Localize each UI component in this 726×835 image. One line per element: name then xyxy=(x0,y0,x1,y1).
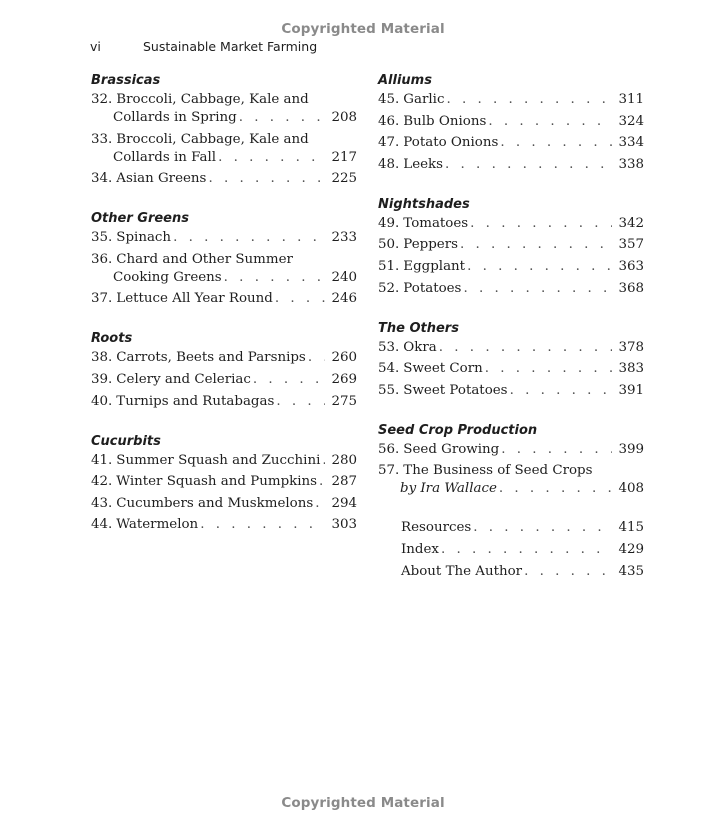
chapter-title: Asian Greens xyxy=(116,171,207,187)
chapter-number: 33. xyxy=(91,131,113,147)
dot-leader xyxy=(315,495,325,513)
back-matter xyxy=(378,519,644,580)
toc-entry-multiline xyxy=(91,251,357,287)
chapter-number: 45. xyxy=(378,92,400,107)
chapter-number: 36. xyxy=(91,251,113,267)
page-number: 246 xyxy=(331,291,357,307)
toc-entry xyxy=(91,349,357,367)
dot-leader xyxy=(208,170,325,188)
page-number: 435 xyxy=(618,563,644,579)
chapter-title: The Business of Seed Crops xyxy=(403,463,593,479)
toc-section xyxy=(91,329,357,410)
chapter-number: 38. xyxy=(91,350,113,366)
dot-leader xyxy=(322,452,325,470)
toc-section xyxy=(91,71,357,188)
chapter-number: 47. xyxy=(378,135,400,151)
chapter-number: 56. xyxy=(378,441,400,457)
dot-leader xyxy=(499,480,613,498)
chapter-number: 53. xyxy=(378,339,400,355)
dot-leader xyxy=(253,371,326,389)
toc-entry xyxy=(378,563,644,581)
toc-entry xyxy=(378,480,644,498)
page-number: 399 xyxy=(618,441,644,457)
chapter-number: 42. xyxy=(91,474,113,490)
toc-entry xyxy=(91,371,357,389)
chapter-title: Collards in Fall xyxy=(113,149,217,165)
chapter-title: Lettuce All Year Round xyxy=(116,291,273,307)
chapter-title: Spinach xyxy=(116,230,172,246)
chapter-number: 43. xyxy=(91,495,113,511)
chapter-number: 39. xyxy=(91,371,113,387)
toc-entry xyxy=(91,269,357,287)
chapter-number: 35. xyxy=(91,230,113,246)
toc-entry-multiline xyxy=(91,131,357,167)
dot-leader xyxy=(500,134,612,152)
chapter-title: Potato Onions xyxy=(403,135,499,151)
chapter-title: Cucumbers and Muskmelons xyxy=(116,495,314,511)
toc-entry xyxy=(378,541,644,559)
copyright-watermark-bottom: Copyrighted Material xyxy=(281,795,445,811)
section-heading: Nightshades xyxy=(378,196,470,212)
toc-entry xyxy=(378,156,644,174)
dot-leader xyxy=(488,113,612,131)
chapter-title: Celery and Celeriac xyxy=(116,371,251,387)
chapter-title-line1 xyxy=(91,91,357,109)
toc-entry xyxy=(91,170,357,188)
toc-entry xyxy=(378,258,644,276)
chapter-title: Chard and Other Summer xyxy=(116,251,293,267)
dot-leader xyxy=(467,258,612,276)
chapter-title: Index xyxy=(401,541,439,557)
toc-entry xyxy=(91,452,357,470)
toc-entry xyxy=(378,519,644,537)
page-number: vi xyxy=(90,39,101,54)
chapter-title: Seed Growing xyxy=(403,441,500,457)
toc-entry xyxy=(91,290,357,308)
section-heading: Other Greens xyxy=(91,211,189,227)
toc-section xyxy=(91,209,357,308)
dot-leader xyxy=(446,91,612,109)
chapter-number: 51. xyxy=(378,258,400,274)
chapter-title: Potatoes xyxy=(403,280,462,296)
chapter-number: 50. xyxy=(378,237,400,253)
chapter-title: Okra xyxy=(403,339,437,355)
section-heading: Roots xyxy=(91,331,133,347)
chapter-number: 34. xyxy=(91,171,113,187)
chapter-title: Bulb Onions xyxy=(403,113,487,129)
dot-leader xyxy=(173,229,325,247)
page-number: 217 xyxy=(331,149,357,165)
chapter-title: Collards in Spring xyxy=(113,110,237,125)
dot-leader xyxy=(275,290,326,308)
page-number: 311 xyxy=(618,92,644,107)
dot-leader xyxy=(473,519,612,537)
chapter-title: Broccoli, Cabbage, Kale and xyxy=(116,92,309,107)
dot-leader xyxy=(501,441,612,459)
chapter-number: 48. xyxy=(378,156,400,172)
dot-leader xyxy=(218,149,325,167)
chapter-number: 41. xyxy=(91,452,113,468)
toc-entry xyxy=(91,495,357,513)
page-number: 287 xyxy=(331,474,357,490)
page-number: 269 xyxy=(331,371,357,387)
section-heading: The Others xyxy=(378,320,459,336)
page-number: 357 xyxy=(618,237,644,253)
toc-entry xyxy=(378,360,644,378)
page-number: 342 xyxy=(618,215,644,231)
section-heading: Cucurbits xyxy=(91,433,161,449)
chapter-title: Winter Squash and Pumpkins xyxy=(116,474,318,490)
page-number: 383 xyxy=(618,361,644,377)
chapter-number: 55. xyxy=(378,382,400,398)
dot-leader xyxy=(308,349,326,367)
page-number: 368 xyxy=(618,280,644,296)
page-number: 338 xyxy=(618,156,644,172)
chapter-title: Cooking Greens xyxy=(113,269,222,285)
toc-section xyxy=(378,195,644,298)
page-number: 415 xyxy=(618,520,644,536)
chapter-number: 54. xyxy=(378,361,400,377)
chapter-title: Watermelon xyxy=(116,517,199,533)
chapter-title: Resources xyxy=(401,520,472,536)
toc-entry xyxy=(91,473,357,491)
toc-section xyxy=(378,319,644,400)
chapter-number: 52. xyxy=(378,280,400,296)
copyright-watermark-top: Copyrighted Material xyxy=(281,21,445,37)
dot-leader xyxy=(276,393,325,411)
page-number: 303 xyxy=(331,517,357,533)
dot-leader xyxy=(200,516,325,534)
toc-entry-multiline xyxy=(378,462,644,498)
toc-entry xyxy=(378,215,644,233)
chapter-title: Broccoli, Cabbage, Kale and xyxy=(116,131,309,147)
page-number: 429 xyxy=(618,541,644,557)
chapter-title-line1 xyxy=(378,462,644,480)
chapter-number: 57. xyxy=(378,463,400,479)
dot-leader xyxy=(439,339,613,357)
page-number: 408 xyxy=(618,481,644,497)
chapter-title: Garlic xyxy=(403,92,445,107)
chapter-number: 44. xyxy=(91,517,113,533)
toc-entry xyxy=(91,229,357,247)
dot-leader xyxy=(239,109,326,127)
toc-section xyxy=(378,71,644,174)
chapter-number: 32. xyxy=(91,92,113,107)
dot-leader xyxy=(524,563,612,581)
toc-column-left xyxy=(91,71,357,555)
dot-leader xyxy=(441,541,612,559)
chapter-number: 46. xyxy=(378,113,400,129)
page-number: 378 xyxy=(618,339,644,355)
page-number: 334 xyxy=(618,135,644,151)
toc-entry xyxy=(91,109,357,127)
page-number: 233 xyxy=(331,230,357,246)
toc-entry xyxy=(378,441,644,459)
toc-column-right xyxy=(378,71,644,584)
page-number: 363 xyxy=(618,258,644,274)
chapter-title: Turnips and Rutabagas xyxy=(116,393,275,409)
toc-entry xyxy=(378,382,644,400)
chapter-title: by Ira Wallace xyxy=(400,481,497,497)
page-number: 294 xyxy=(331,495,357,511)
dot-leader xyxy=(463,280,612,298)
page-number: 324 xyxy=(618,113,644,129)
toc-entry xyxy=(91,393,357,411)
toc-entry xyxy=(378,236,644,254)
dot-leader xyxy=(470,215,612,233)
chapter-title: About The Author xyxy=(401,563,523,579)
page-number: 275 xyxy=(331,393,357,409)
book-title: Sustainable Market Farming xyxy=(143,39,318,54)
toc-entry xyxy=(378,134,644,152)
chapter-title: Sweet Potatoes xyxy=(403,382,508,398)
page-number: 391 xyxy=(618,382,644,398)
running-head xyxy=(90,39,317,54)
toc-entry xyxy=(91,516,357,534)
section-heading: Seed Crop Production xyxy=(378,422,538,438)
chapter-number: 49. xyxy=(378,215,400,231)
chapter-title: Eggplant xyxy=(403,258,466,274)
toc-entry-multiline xyxy=(91,91,357,127)
dot-leader xyxy=(510,382,613,400)
chapter-title: Sweet Corn xyxy=(403,361,483,377)
chapter-title: Summer Squash and Zucchini xyxy=(116,452,321,468)
section-heading: Alliums xyxy=(378,73,432,88)
dot-leader xyxy=(224,269,326,287)
dot-leader xyxy=(460,236,612,254)
toc-section xyxy=(378,421,644,499)
page-number: 240 xyxy=(331,269,357,285)
chapter-number: 40. xyxy=(91,393,113,409)
dot-leader xyxy=(485,360,613,378)
toc-section xyxy=(91,432,357,535)
chapter-title: Tomatoes xyxy=(403,215,469,231)
page-number: 225 xyxy=(331,171,357,187)
chapter-title: Carrots, Beets and Parsnips xyxy=(116,350,306,366)
page-number: 260 xyxy=(331,350,357,366)
dot-leader xyxy=(319,473,325,491)
page-number: 280 xyxy=(331,452,357,468)
chapter-title: Peppers xyxy=(403,237,458,253)
dot-leader xyxy=(445,156,612,174)
chapter-title-line1 xyxy=(91,131,357,149)
toc-entry xyxy=(378,91,644,109)
chapter-number: 37. xyxy=(91,291,113,307)
toc-entry xyxy=(378,339,644,357)
toc-entry xyxy=(378,113,644,131)
chapter-title: Leeks xyxy=(403,156,444,172)
chapter-title-line1 xyxy=(91,251,357,269)
toc-entry xyxy=(91,149,357,167)
toc-entry xyxy=(378,280,644,298)
section-heading: Brassicas xyxy=(91,73,161,88)
page-number: 208 xyxy=(331,110,357,125)
